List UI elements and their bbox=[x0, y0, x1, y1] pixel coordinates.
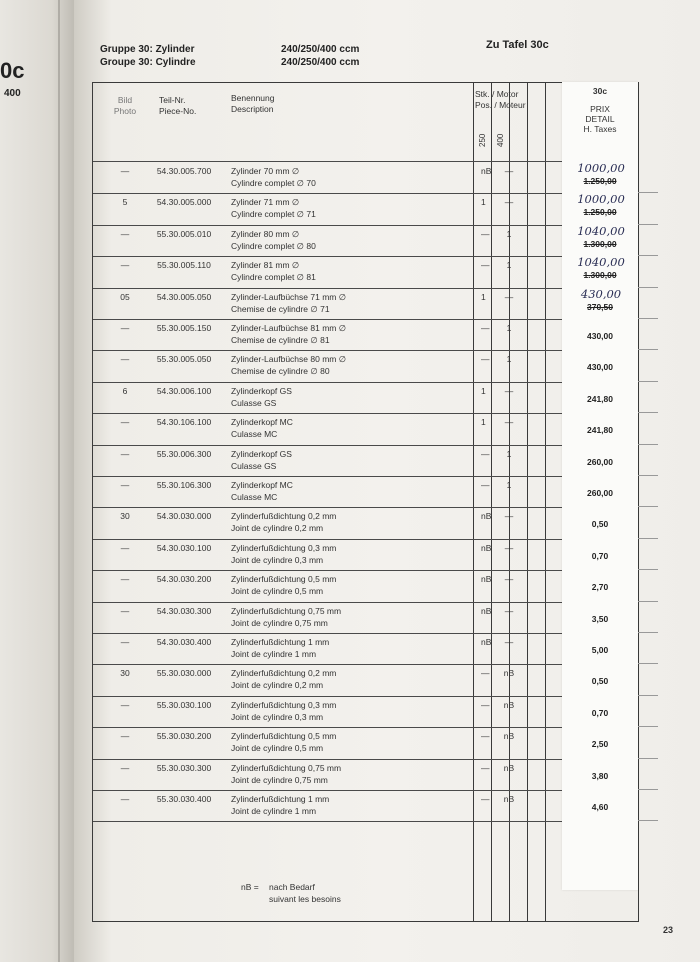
col-head-stk: Stk. / Motor Pos. / Moteur bbox=[475, 89, 526, 110]
price-value: 430,00 bbox=[587, 331, 613, 341]
cell-bild: — bbox=[120, 260, 130, 271]
description-fr: Joint de cylindre 1 mm bbox=[231, 806, 317, 816]
cell-description bbox=[231, 196, 431, 220]
cell-bild: — bbox=[120, 166, 130, 176]
description-fr: Cylindre complet ∅ 81 bbox=[231, 272, 316, 283]
margin-tick bbox=[638, 192, 658, 193]
margin-tick bbox=[638, 789, 658, 790]
description-fr: Cylindre complet ∅ 80 bbox=[231, 240, 316, 251]
cell-bild: — bbox=[120, 637, 130, 647]
description-de: Zylinderfußdichtung 0,75 mm bbox=[231, 605, 342, 616]
price-head-l2: DETAIL bbox=[585, 114, 615, 124]
table-row bbox=[93, 319, 638, 351]
cell-description bbox=[231, 228, 431, 252]
cell-qty-250: nB bbox=[481, 574, 492, 585]
cell-qty-400: — bbox=[504, 417, 514, 428]
table-row bbox=[93, 350, 638, 382]
description-fr: Cylindre complet ∅ 70 bbox=[231, 178, 316, 188]
price-value: 260,00 bbox=[587, 488, 613, 498]
description-de: Zylinder 80 mm ∅ bbox=[231, 228, 300, 239]
description-de: Zylinder 70 mm ∅ bbox=[231, 166, 300, 176]
cell-bild: — bbox=[120, 794, 130, 804]
cell-qty-250: — bbox=[481, 731, 490, 742]
price-value: 4,60 bbox=[591, 802, 609, 812]
cell-qty-400: — bbox=[504, 197, 514, 208]
cell-qty-400: 1 bbox=[506, 323, 512, 333]
cell-qty-400: — bbox=[504, 542, 514, 553]
handwritten-price: 1040,00 bbox=[577, 255, 625, 270]
cell-description bbox=[231, 165, 431, 189]
cell-part-number: 54.30.030.000 bbox=[156, 511, 212, 522]
table-row bbox=[93, 539, 638, 571]
handwritten-price: 1040,00 bbox=[577, 223, 625, 238]
cell-part-number: 55.30.030.100 bbox=[156, 699, 212, 710]
description-fr: Chemise de cylindre ∅ 71 bbox=[231, 303, 330, 314]
cell-qty-250: — bbox=[481, 448, 490, 459]
cell-description bbox=[231, 259, 431, 283]
description-de: Zylinderfußdichtung 0,5 mm bbox=[231, 574, 337, 585]
cell-description bbox=[231, 385, 431, 409]
cell-qty-250: 1 bbox=[481, 417, 486, 428]
cell-qty-250: — bbox=[481, 323, 490, 333]
cell-bild: — bbox=[120, 699, 130, 710]
cell-qty-400: — bbox=[504, 166, 514, 176]
left-page-sub: 400 bbox=[4, 88, 21, 99]
price-value: 241,80 bbox=[587, 393, 613, 404]
cell-qty-250: 1 bbox=[481, 385, 486, 396]
cell-qty-400: nB bbox=[503, 762, 515, 773]
cell-qty-250: — bbox=[481, 228, 490, 239]
cell-bild: — bbox=[120, 228, 130, 239]
col-head-benennung: Benennung Description bbox=[231, 93, 275, 114]
price-head-l3: H. Taxes bbox=[583, 124, 617, 134]
cell-qty-250: — bbox=[481, 794, 490, 804]
cell-qty-400: — bbox=[504, 291, 514, 302]
description-fr: Joint de cylindre 0,3 mm bbox=[231, 711, 324, 722]
page-gutter bbox=[58, 0, 60, 962]
price-head-l1: PRIX bbox=[590, 104, 610, 114]
margin-tick bbox=[638, 663, 658, 664]
engines-fr: 240/250/400 ccm bbox=[281, 57, 360, 68]
table-row bbox=[93, 193, 638, 225]
cell-bild: — bbox=[120, 574, 130, 585]
description-de: Zylinder-Laufbüchse 71 mm ∅ bbox=[231, 291, 347, 302]
footnote-de: nach Bedarf bbox=[269, 882, 315, 892]
cell-description bbox=[231, 573, 431, 597]
margin-tick bbox=[638, 758, 658, 759]
margin-tick bbox=[638, 444, 658, 445]
cell-qty-400: — bbox=[504, 385, 514, 396]
cell-bild: — bbox=[120, 323, 130, 333]
description-de: Zylinderfußdichtung 0,2 mm bbox=[231, 668, 337, 679]
description-de: Zylinderkopf MC bbox=[231, 480, 293, 490]
page-number: 23 bbox=[663, 925, 674, 935]
cell-qty-400: nB bbox=[503, 794, 515, 804]
footnote-fr: suivant les besoins bbox=[269, 894, 341, 904]
margin-tick bbox=[638, 820, 658, 821]
description-fr: Joint de cylindre 0,3 mm bbox=[231, 554, 324, 565]
price-value: 3,50 bbox=[591, 613, 609, 624]
cell-part-number: 55.30.006.300 bbox=[156, 448, 212, 459]
cell-part-number: 55.30.030.000 bbox=[156, 668, 212, 679]
description-de: Zylinderfußdichtung 0,75 mm bbox=[231, 762, 342, 773]
description-fr: Chemise de cylindre ∅ 80 bbox=[231, 366, 330, 377]
margin-tick bbox=[638, 349, 658, 350]
margin-tick bbox=[638, 381, 658, 382]
margin-tick bbox=[638, 601, 658, 602]
description-de: Zylinderkopf GS bbox=[231, 385, 292, 396]
cell-qty-400: nB bbox=[503, 699, 515, 710]
table-row bbox=[93, 162, 638, 194]
cell-part-number: 55.30.005.010 bbox=[156, 228, 212, 239]
cell-part-number: 55.30.005.050 bbox=[156, 354, 212, 365]
description-de: Zylinder 71 mm ∅ bbox=[231, 197, 300, 208]
cell-bild: 30 bbox=[120, 511, 130, 522]
cell-qty-400: 1 bbox=[506, 448, 512, 459]
margin-tick bbox=[638, 538, 658, 539]
table-row bbox=[93, 790, 638, 822]
margin-tick bbox=[638, 695, 658, 696]
table-row bbox=[93, 225, 638, 257]
margin-tick bbox=[638, 632, 658, 633]
cell-qty-250: — bbox=[481, 668, 490, 679]
price-value: 3,80 bbox=[591, 770, 609, 781]
old-price: 1.300,00 bbox=[583, 238, 617, 249]
handwritten-price: 1000,00 bbox=[577, 161, 625, 175]
cell-qty-250: — bbox=[481, 762, 490, 773]
col-head-bild: Bild Photo bbox=[113, 95, 137, 116]
description-fr: Chemise de cylindre ∅ 81 bbox=[231, 335, 330, 345]
cell-description bbox=[231, 291, 431, 315]
description-de: Zylinderkopf MC bbox=[231, 417, 293, 428]
description-de: Zylinderkopf GS bbox=[231, 448, 292, 459]
description-fr: Culasse MC bbox=[231, 492, 278, 502]
table-row bbox=[93, 445, 638, 477]
margin-tick bbox=[638, 224, 658, 225]
table-row bbox=[93, 256, 638, 288]
cell-description bbox=[231, 542, 431, 566]
cell-qty-250: — bbox=[481, 480, 490, 490]
price-value: 430,00 bbox=[587, 362, 613, 373]
description-fr: Culasse GS bbox=[231, 460, 277, 471]
footnote-abbr: nB = bbox=[241, 882, 259, 892]
old-price: 1.250,00 bbox=[583, 176, 617, 186]
cell-part-number: 55.30.030.400 bbox=[156, 794, 212, 804]
cell-description bbox=[231, 699, 431, 723]
price-value: 2,70 bbox=[591, 582, 609, 593]
cell-qty-400: — bbox=[504, 511, 514, 522]
description-fr: Cylindre complet ∅ 71 bbox=[231, 209, 316, 220]
cell-description bbox=[231, 730, 431, 754]
old-price: 370,50 bbox=[587, 301, 613, 312]
cell-bild: 6 bbox=[122, 385, 128, 396]
description-fr: Joint de cylindre 0,2 mm bbox=[231, 680, 324, 691]
cell-qty-250: 1 bbox=[481, 197, 486, 208]
cell-qty-400: 1 bbox=[506, 354, 512, 365]
cell-part-number: 54.30.030.300 bbox=[156, 605, 212, 616]
cell-bild: — bbox=[120, 542, 130, 553]
margin-tick bbox=[638, 318, 658, 319]
plate-ref: Zu Tafel 30c bbox=[486, 39, 549, 51]
table-row bbox=[93, 633, 638, 665]
group-title-de: Gruppe 30: Zylinder bbox=[100, 44, 195, 55]
cell-description bbox=[231, 605, 431, 629]
cell-bild: — bbox=[120, 731, 130, 742]
price-value: 241,80 bbox=[587, 425, 613, 436]
margin-tick bbox=[638, 412, 658, 413]
cell-qty-250: 1 bbox=[481, 291, 486, 302]
table-row bbox=[93, 727, 638, 759]
table-row bbox=[93, 413, 638, 445]
price-col-code: 30c bbox=[592, 86, 608, 96]
cell-description bbox=[231, 448, 431, 472]
price-value: 0,50 bbox=[591, 676, 609, 687]
description-fr: Culasse GS bbox=[231, 397, 277, 408]
cell-qty-400: 1 bbox=[506, 228, 512, 239]
price-value: 0,70 bbox=[591, 707, 609, 718]
cell-bild: 05 bbox=[120, 291, 130, 302]
margin-tick bbox=[638, 475, 658, 476]
cell-part-number: 54.30.030.400 bbox=[156, 637, 212, 647]
description-fr: Joint de cylindre 0,2 mm bbox=[231, 523, 324, 534]
cell-qty-250: nB bbox=[481, 605, 492, 616]
col-head-250: 250 bbox=[478, 133, 487, 147]
cell-bild: — bbox=[120, 417, 130, 428]
left-page-fragment: 0c bbox=[0, 58, 25, 83]
cell-qty-250: — bbox=[481, 699, 490, 710]
cell-part-number: 55.30.030.200 bbox=[156, 731, 212, 742]
price-value: 5,00 bbox=[591, 645, 609, 655]
cell-description bbox=[231, 416, 431, 440]
description-fr: Culasse MC bbox=[231, 429, 278, 440]
margin-tick bbox=[638, 726, 658, 727]
table-row bbox=[93, 696, 638, 728]
cell-part-number: 54.30.006.100 bbox=[156, 385, 212, 396]
cell-qty-250: nB bbox=[481, 542, 492, 553]
cell-bild: — bbox=[120, 354, 130, 365]
cell-part-number: 55.30.005.110 bbox=[157, 260, 211, 271]
cell-description bbox=[231, 636, 431, 660]
cell-qty-400: — bbox=[504, 574, 514, 585]
cell-bild: 30 bbox=[120, 668, 130, 679]
description-fr: Joint de cylindre 0,5 mm bbox=[231, 743, 324, 754]
handwritten-price: 430,00 bbox=[580, 286, 622, 301]
margin-tick bbox=[638, 287, 658, 288]
margin-tick bbox=[638, 255, 658, 256]
table-row bbox=[93, 664, 638, 696]
table-row bbox=[93, 476, 638, 508]
col-head-teil: Teil-Nr. Piece-No. bbox=[159, 95, 197, 116]
description-de: Zylinderfußdichtung 0,5 mm bbox=[231, 731, 337, 742]
parts-table bbox=[92, 82, 639, 922]
cell-description bbox=[231, 322, 431, 346]
left-page-edge bbox=[0, 0, 74, 962]
description-de: Zylinderfußdichtung 0,3 mm bbox=[231, 542, 337, 553]
description-fr: Joint de cylindre 0,75 mm bbox=[231, 617, 328, 628]
cell-part-number: 54.30.030.100 bbox=[156, 542, 212, 553]
cell-qty-400: nB bbox=[503, 731, 515, 742]
cell-description bbox=[231, 510, 431, 534]
margin-tick bbox=[638, 569, 658, 570]
cell-qty-250: nB bbox=[481, 637, 492, 647]
cell-description bbox=[231, 667, 431, 691]
price-column bbox=[562, 82, 638, 890]
description-fr: Joint de cylindre 0,75 mm bbox=[231, 774, 328, 785]
cell-bild: 5 bbox=[122, 197, 128, 208]
margin-tick bbox=[638, 506, 658, 507]
table-row bbox=[93, 570, 638, 602]
cell-description bbox=[231, 479, 431, 503]
cell-bild: — bbox=[120, 605, 130, 616]
engines-de: 240/250/400 ccm bbox=[281, 44, 360, 55]
description-de: Zylinder-Laufbüchse 80 mm ∅ bbox=[231, 354, 347, 365]
cell-qty-400: 1 bbox=[506, 260, 512, 271]
description-de: Zylinderfußdichtung 1 mm bbox=[231, 794, 330, 804]
cell-description bbox=[231, 353, 431, 377]
handwritten-price: 1000,00 bbox=[577, 192, 625, 207]
cell-description bbox=[231, 793, 431, 817]
cell-part-number: 55.30.030.300 bbox=[156, 762, 212, 773]
cell-part-number: 55.30.106.300 bbox=[156, 480, 212, 490]
table-row bbox=[93, 288, 638, 320]
old-price: 1.300,00 bbox=[583, 270, 617, 281]
cell-part-number: 54.30.005.000 bbox=[156, 197, 212, 208]
description-de: Zylinder 81 mm ∅ bbox=[231, 260, 300, 271]
col-head-400: 400 bbox=[496, 133, 505, 147]
cell-bild: — bbox=[120, 448, 130, 459]
cell-qty-400: — bbox=[504, 605, 514, 616]
group-title-fr: Groupe 30: Cylindre bbox=[100, 57, 196, 68]
cell-part-number: 54.30.106.100 bbox=[156, 417, 212, 428]
table-row bbox=[93, 602, 638, 634]
description-fr: Joint de cylindre 1 mm bbox=[231, 649, 317, 659]
cell-qty-400: 1 bbox=[506, 480, 512, 490]
cell-part-number: 54.30.005.700 bbox=[156, 166, 212, 176]
old-price: 1.250,00 bbox=[583, 207, 617, 218]
description-de: Zylinder-Laufbüchse 81 mm ∅ bbox=[231, 323, 347, 333]
description-de: Zylinderfußdichtung 0,2 mm bbox=[231, 511, 337, 522]
cell-qty-250: nB bbox=[481, 511, 492, 522]
price-value: 2,50 bbox=[591, 739, 609, 750]
cell-qty-400: nB bbox=[503, 668, 515, 679]
price-value: 260,00 bbox=[587, 456, 613, 467]
cell-description bbox=[231, 762, 431, 786]
description-de: Zylinderfußdichtung 0,3 mm bbox=[231, 699, 337, 710]
cell-qty-250: nB bbox=[481, 166, 492, 176]
cell-bild: — bbox=[120, 762, 130, 773]
cell-qty-250: — bbox=[481, 354, 490, 365]
price-value: 0,50 bbox=[591, 519, 609, 530]
cell-qty-400: — bbox=[504, 637, 514, 647]
table-row bbox=[93, 759, 638, 791]
description-fr: Joint de cylindre 0,5 mm bbox=[231, 586, 324, 597]
price-value: 0,70 bbox=[591, 550, 609, 561]
table-row bbox=[93, 507, 638, 539]
description-de: Zylinderfußdichtung 1 mm bbox=[231, 637, 330, 647]
cell-bild: — bbox=[120, 480, 130, 490]
cell-part-number: 54.30.030.200 bbox=[156, 574, 212, 585]
cell-part-number: 55.30.005.150 bbox=[156, 323, 212, 333]
cell-qty-250: — bbox=[481, 260, 490, 271]
cell-part-number: 54.30.005.050 bbox=[156, 291, 212, 302]
table-row bbox=[93, 382, 638, 414]
